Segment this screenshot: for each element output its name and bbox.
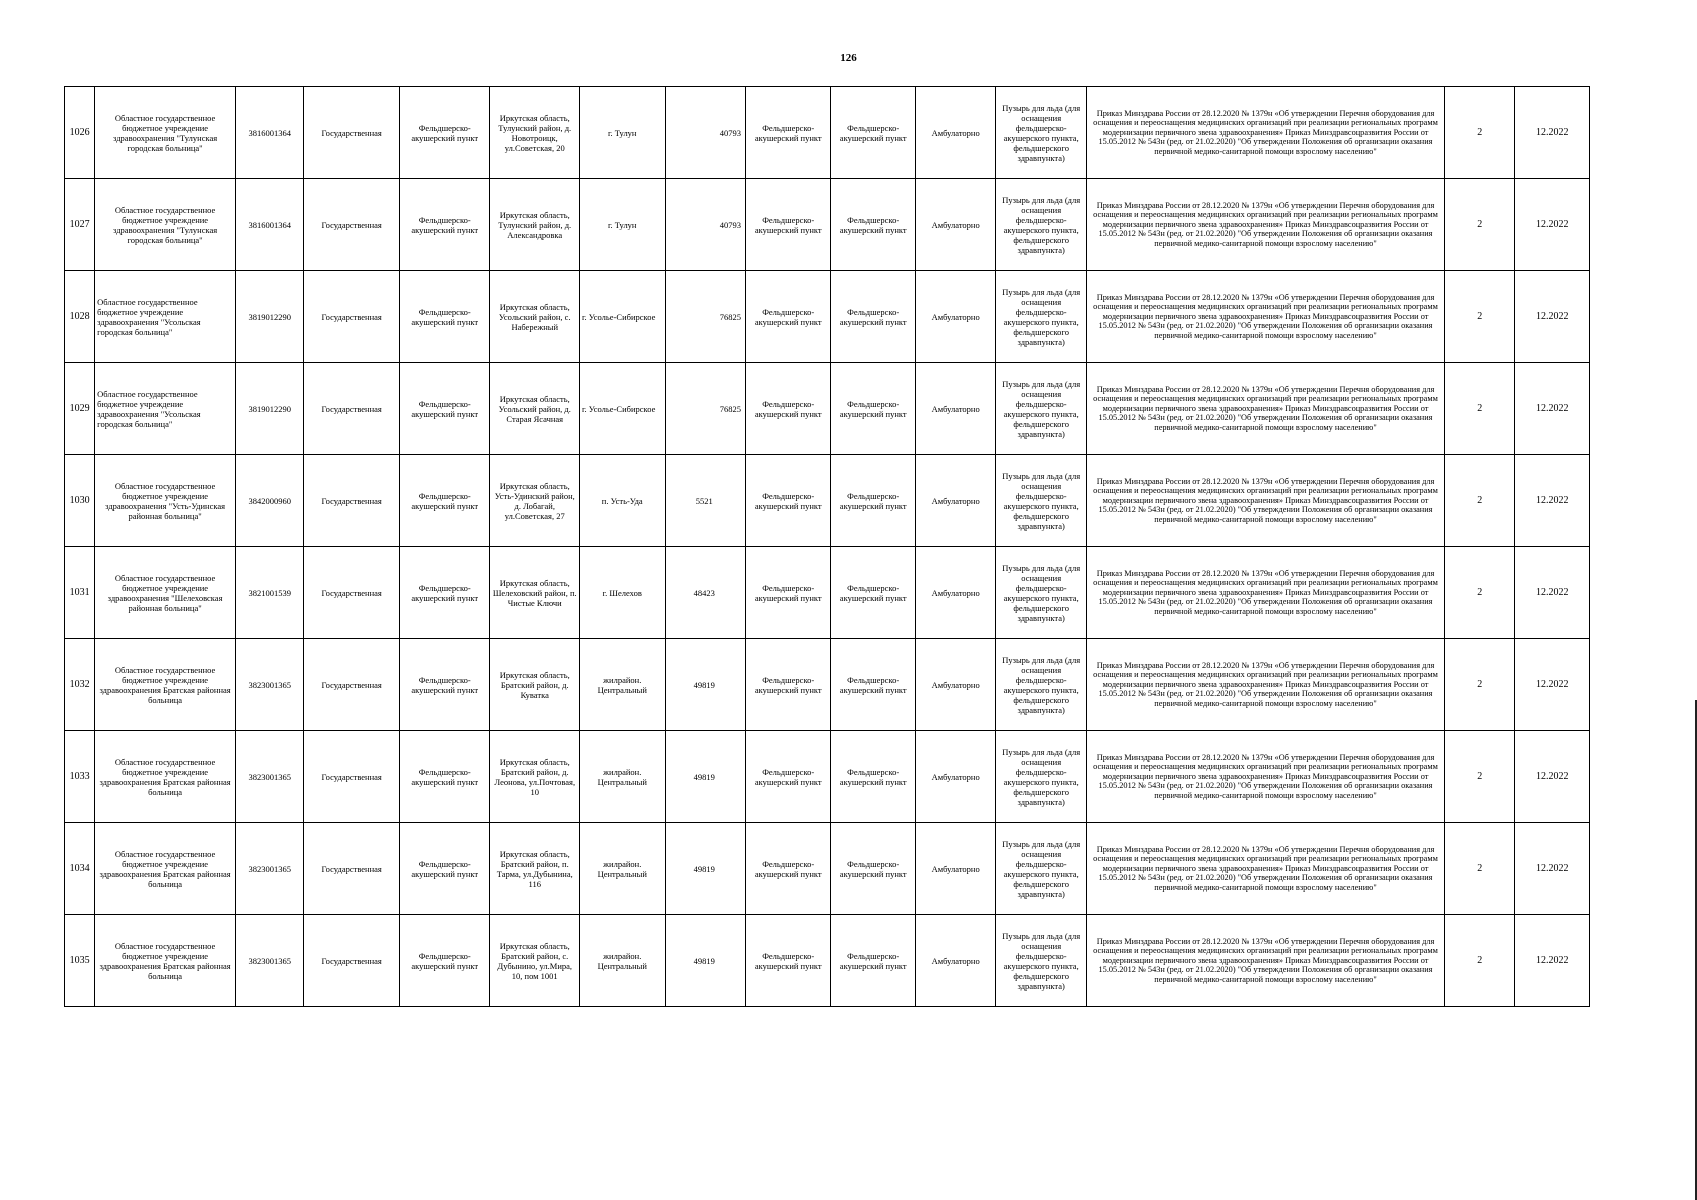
cell-legal: Приказ Минздрава России от 28.12.2020 № 1379н «Об утверждении Перечня оборудования для оснащения и переоснащения медицинских организаций при реализации региональных программ модернизации первичного звена здравоохранения» Приказ Минздравсоцразвития России от 15.05.2012 № 543н (ред. от 21.02.2020) "Об утверждении Положения об организации оказания первичной медико-санитарной помощи взрослому населению" [1086,547,1444,639]
cell-qty: 2 [1445,823,1515,915]
cell-date: 12.2022 [1515,87,1590,179]
cell-ownership: Государственная [304,179,400,271]
cell-legal: Приказ Минздрава России от 28.12.2020 № 1379н «Об утверждении Перечня оборудования для оснащения и переоснащения медицинских организаций при реализации региональных программ модернизации первичного звена здравоохранения» Приказ Минздравсоцразвития России от 15.05.2012 № 543н (ред. от 21.02.2020) "Об утверждении Положения об организации оказания первичной медико-санитарной помощи взрослому населению" [1086,179,1444,271]
cell-num: 1033 [65,731,95,823]
cell-inn: 3819012290 [236,363,304,455]
cell-address: Иркутская область, Усольский район, с. Набережный [490,271,580,363]
cell-num: 1026 [65,87,95,179]
cell-address: Иркутская область, Братский район, с. Дубынино, ул.Мира, 10, пом 1001 [490,915,580,1007]
cell-equipment: Пузырь для льда (для оснащения фельдшерско-акушерского пункта, фельдшерского здравпункта) [996,87,1087,179]
cell-legal: Приказ Минздрава России от 28.12.2020 № 1379н «Об утверждении Перечня оборудования для оснащения и переоснащения медицинских организаций при реализации региональных программ модернизации первичного звена здравоохранения» Приказ Минздравсоцразвития России от 15.05.2012 № 543н (ред. от 21.02.2020) "Об утверждении Положения об организации оказания первичной медико-санитарной помощи взрослому населению" [1086,455,1444,547]
cell-unit2: Фельдшерско-акушерский пункт [831,915,915,1007]
table-row [65,271,1590,363]
cell-care: Амбулаторно [915,731,995,823]
cell-city: жилрайон. Центральный [580,915,666,1007]
cell-inn: 3842000960 [236,455,304,547]
cell-population: 49819 [665,823,745,915]
cell-address: Иркутская область, Тулунский район, д. Новотроицк, ул.Советская, 20 [490,87,580,179]
cell-date: 12.2022 [1515,915,1590,1007]
cell-qty: 2 [1445,731,1515,823]
cell-unit1: Фельдшерско-акушерский пункт [745,639,831,731]
cell-unit1: Фельдшерско-акушерский пункт [745,179,831,271]
cell-ownership: Государственная [304,915,400,1007]
cell-num: 1035 [65,915,95,1007]
cell-inn: 3821001539 [236,547,304,639]
table-row [65,363,1590,455]
cell-equipment: Пузырь для льда (для оснащения фельдшерско-акушерского пункта, фельдшерского здравпункта) [996,915,1087,1007]
cell-care: Амбулаторно [915,87,995,179]
cell-type: Фельдшерско-акушерский пункт [399,915,490,1007]
cell-ownership: Государственная [304,271,400,363]
cell-population: 49819 [665,639,745,731]
cell-ownership: Государственная [304,455,400,547]
cell-org: Областное государственное бюджетное учреждение здравоохранения "Усть-Удинская районная больница" [95,455,236,547]
cell-equipment: Пузырь для льда (для оснащения фельдшерско-акушерского пункта, фельдшерского здравпункта) [996,455,1087,547]
cell-city: г. Тулун [580,179,666,271]
cell-qty: 2 [1445,915,1515,1007]
cell-org: Областное государственное бюджетное учреждение здравоохранения "Усольская городская больница" [95,271,236,363]
cell-address: Иркутская область, Братский район, д. Леонова, ул.Почтовая, 10 [490,731,580,823]
cell-inn: 3816001364 [236,179,304,271]
cell-city: г. Тулун [580,87,666,179]
cell-unit2: Фельдшерско-акушерский пункт [831,639,915,731]
cell-num: 1032 [65,639,95,731]
cell-city: жилрайон. Центральный [580,823,666,915]
cell-date: 12.2022 [1515,179,1590,271]
cell-unit2: Фельдшерско-акушерский пункт [831,363,915,455]
cell-ownership: Государственная [304,823,400,915]
page-number: 126 [840,52,857,64]
cell-city: п. Усть-Уда [580,455,666,547]
cell-care: Амбулаторно [915,455,995,547]
cell-population: 40793 [665,87,745,179]
cell-population: 49819 [665,915,745,1007]
cell-qty: 2 [1445,363,1515,455]
cell-num: 1030 [65,455,95,547]
table-row [65,639,1590,731]
table-row [65,87,1590,179]
cell-qty: 2 [1445,179,1515,271]
cell-inn: 3823001365 [236,731,304,823]
cell-qty: 2 [1445,87,1515,179]
cell-inn: 3816001364 [236,87,304,179]
cell-type: Фельдшерско-акушерский пункт [399,547,490,639]
cell-unit2: Фельдшерско-акушерский пункт [831,731,915,823]
cell-date: 12.2022 [1515,823,1590,915]
cell-ownership: Государственная [304,639,400,731]
cell-ownership: Государственная [304,731,400,823]
cell-type: Фельдшерско-акушерский пункт [399,639,490,731]
cell-date: 12.2022 [1515,271,1590,363]
cell-type: Фельдшерско-акушерский пункт [399,823,490,915]
cell-org: Областное государственное бюджетное учреждение здравоохранения "Тулунская городская больница" [95,179,236,271]
cell-equipment: Пузырь для льда (для оснащения фельдшерско-акушерского пункта, фельдшерского здравпункта) [996,547,1087,639]
table-row [65,915,1590,1007]
cell-qty: 2 [1445,271,1515,363]
cell-legal: Приказ Минздрава России от 28.12.2020 № 1379н «Об утверждении Перечня оборудования для оснащения и переоснащения медицинских организаций при реализации региональных программ модернизации первичного звена здравоохранения» Приказ Минздравсоцразвития России от 15.05.2012 № 543н (ред. от 21.02.2020) "Об утверждении Положения об организации оказания первичной медико-санитарной помощи взрослому населению" [1086,87,1444,179]
cell-num: 1027 [65,179,95,271]
cell-num: 1034 [65,823,95,915]
cell-date: 12.2022 [1515,363,1590,455]
cell-org: Областное государственное бюджетное учреждение здравоохранения Братская районная больница [95,823,236,915]
cell-care: Амбулаторно [915,547,995,639]
equipment-table [64,86,1590,1007]
cell-inn: 3823001365 [236,639,304,731]
cell-ownership: Государственная [304,363,400,455]
cell-city: жилрайон. Центральный [580,639,666,731]
cell-population: 76825 [665,363,745,455]
cell-unit1: Фельдшерско-акушерский пункт [745,547,831,639]
cell-type: Фельдшерско-акушерский пункт [399,455,490,547]
cell-legal: Приказ Минздрава России от 28.12.2020 № 1379н «Об утверждении Перечня оборудования для оснащения и переоснащения медицинских организаций при реализации региональных программ модернизации первичного звена здравоохранения» Приказ Минздравсоцразвития России от 15.05.2012 № 543н (ред. от 21.02.2020) "Об утверждении Положения об организации оказания первичной медико-санитарной помощи взрослому населению" [1086,639,1444,731]
cell-inn: 3823001365 [236,915,304,1007]
cell-ownership: Государственная [304,547,400,639]
cell-city: г. Шелехов [580,547,666,639]
cell-unit1: Фельдшерско-акушерский пункт [745,731,831,823]
table-row [65,547,1590,639]
table-row [65,823,1590,915]
cell-type: Фельдшерско-акушерский пункт [399,87,490,179]
cell-care: Амбулаторно [915,915,995,1007]
cell-care: Амбулаторно [915,639,995,731]
table-row [65,179,1590,271]
cell-unit2: Фельдшерско-акушерский пункт [831,271,915,363]
cell-population: 48423 [665,547,745,639]
cell-address: Иркутская область, Усть-Удинский район, д. Лобагай, ул.Советская, 27 [490,455,580,547]
cell-equipment: Пузырь для льда (для оснащения фельдшерско-акушерского пункта, фельдшерского здравпункта) [996,823,1087,915]
cell-care: Амбулаторно [915,271,995,363]
cell-address: Иркутская область, Братский район, д. Куватка [490,639,580,731]
cell-population: 5521 [665,455,745,547]
cell-unit2: Фельдшерско-акушерский пункт [831,87,915,179]
cell-unit2: Фельдшерско-акушерский пункт [831,823,915,915]
cell-city: г. Усолье-Сибирское [580,271,666,363]
cell-date: 12.2022 [1515,731,1590,823]
cell-org: Областное государственное бюджетное учреждение здравоохранения "Тулунская городская больница" [95,87,236,179]
cell-qty: 2 [1445,547,1515,639]
cell-type: Фельдшерско-акушерский пункт [399,363,490,455]
cell-care: Амбулаторно [915,179,995,271]
cell-date: 12.2022 [1515,547,1590,639]
cell-equipment: Пузырь для льда (для оснащения фельдшерско-акушерского пункта, фельдшерского здравпункта) [996,179,1087,271]
cell-address: Иркутская область, Тулунский район, д. Александровка [490,179,580,271]
cell-equipment: Пузырь для льда (для оснащения фельдшерско-акушерского пункта, фельдшерского здравпункта) [996,271,1087,363]
cell-address: Иркутская область, Братский район, п. Тарма, ул.Дубынина, 116 [490,823,580,915]
cell-unit1: Фельдшерско-акушерский пункт [745,823,831,915]
cell-num: 1029 [65,363,95,455]
cell-city: г. Усолье-Сибирское [580,363,666,455]
cell-org: Областное государственное бюджетное учреждение здравоохранения "Усольская городская больница" [95,363,236,455]
cell-unit2: Фельдшерско-акушерский пункт [831,179,915,271]
cell-care: Амбулаторно [915,363,995,455]
cell-type: Фельдшерско-акушерский пункт [399,271,490,363]
cell-population: 40793 [665,179,745,271]
cell-type: Фельдшерско-акушерский пункт [399,731,490,823]
cell-org: Областное государственное бюджетное учреждение здравоохранения Братская районная больница [95,639,236,731]
cell-legal: Приказ Минздрава России от 28.12.2020 № 1379н «Об утверждении Перечня оборудования для оснащения и переоснащения медицинских организаций при реализации региональных программ модернизации первичного звена здравоохранения» Приказ Минздравсоцразвития России от 15.05.2012 № 543н (ред. от 21.02.2020) "Об утверждении Положения об организации оказания первичной медико-санитарной помощи взрослому населению" [1086,823,1444,915]
cell-unit1: Фельдшерско-акушерский пункт [745,915,831,1007]
cell-unit2: Фельдшерско-акушерский пункт [831,455,915,547]
cell-unit1: Фельдшерско-акушерский пункт [745,271,831,363]
cell-address: Иркутская область, Усольский район, д. Старая Ясачная [490,363,580,455]
cell-org: Областное государственное бюджетное учреждение здравоохранения Братская районная больница [95,915,236,1007]
cell-population: 76825 [665,271,745,363]
cell-equipment: Пузырь для льда (для оснащения фельдшерско-акушерского пункта, фельдшерского здравпункта) [996,639,1087,731]
cell-num: 1028 [65,271,95,363]
cell-inn: 3819012290 [236,271,304,363]
cell-org: Областное государственное бюджетное учреждение здравоохранения Братская районная больница [95,731,236,823]
cell-legal: Приказ Минздрава России от 28.12.2020 № 1379н «Об утверждении Перечня оборудования для оснащения и переоснащения медицинских организаций при реализации региональных программ модернизации первичного звена здравоохранения» Приказ Минздравсоцразвития России от 15.05.2012 № 543н (ред. от 21.02.2020) "Об утверждении Положения об организации оказания первичной медико-санитарной помощи взрослому населению" [1086,731,1444,823]
cell-org: Областное государственное бюджетное учреждение здравоохранения "Шелеховская районная больница" [95,547,236,639]
table-row [65,455,1590,547]
cell-date: 12.2022 [1515,455,1590,547]
cell-legal: Приказ Минздрава России от 28.12.2020 № 1379н «Об утверждении Перечня оборудования для оснащения и переоснащения медицинских организаций при реализации региональных программ модернизации первичного звена здравоохранения» Приказ Минздравсоцразвития России от 15.05.2012 № 543н (ред. от 21.02.2020) "Об утверждении Положения об организации оказания первичной медико-санитарной помощи взрослому населению" [1086,915,1444,1007]
cell-unit1: Фельдшерско-акушерский пункт [745,363,831,455]
cell-num: 1031 [65,547,95,639]
cell-legal: Приказ Минздрава России от 28.12.2020 № 1379н «Об утверждении Перечня оборудования для оснащения и переоснащения медицинских организаций при реализации региональных программ модернизации первичного звена здравоохранения» Приказ Минздравсоцразвития России от 15.05.2012 № 543н (ред. от 21.02.2020) "Об утверждении Положения об организации оказания первичной медико-санитарной помощи взрослому населению" [1086,271,1444,363]
cell-address: Иркутская область, Шелеховский район, п. Чистые Ключи [490,547,580,639]
cell-equipment: Пузырь для льда (для оснащения фельдшерско-акушерского пункта, фельдшерского здравпункта) [996,731,1087,823]
table-row [65,731,1590,823]
cell-qty: 2 [1445,455,1515,547]
cell-equipment: Пузырь для льда (для оснащения фельдшерско-акушерского пункта, фельдшерского здравпункта) [996,363,1087,455]
cell-unit1: Фельдшерско-акушерский пункт [745,87,831,179]
cell-qty: 2 [1445,639,1515,731]
cell-type: Фельдшерско-акушерский пункт [399,179,490,271]
cell-date: 12.2022 [1515,639,1590,731]
cell-unit2: Фельдшерско-акушерский пункт [831,547,915,639]
cell-legal: Приказ Минздрава России от 28.12.2020 № 1379н «Об утверждении Перечня оборудования для оснащения и переоснащения медицинских организаций при реализации региональных программ модернизации первичного звена здравоохранения» Приказ Минздравсоцразвития России от 15.05.2012 № 543н (ред. от 21.02.2020) "Об утверждении Положения об организации оказания первичной медико-санитарной помощи взрослому населению" [1086,363,1444,455]
cell-unit1: Фельдшерско-акушерский пункт [745,455,831,547]
cell-inn: 3823001365 [236,823,304,915]
cell-care: Амбулаторно [915,823,995,915]
cell-ownership: Государственная [304,87,400,179]
cell-city: жилрайон. Центральный [580,731,666,823]
cell-population: 49819 [665,731,745,823]
